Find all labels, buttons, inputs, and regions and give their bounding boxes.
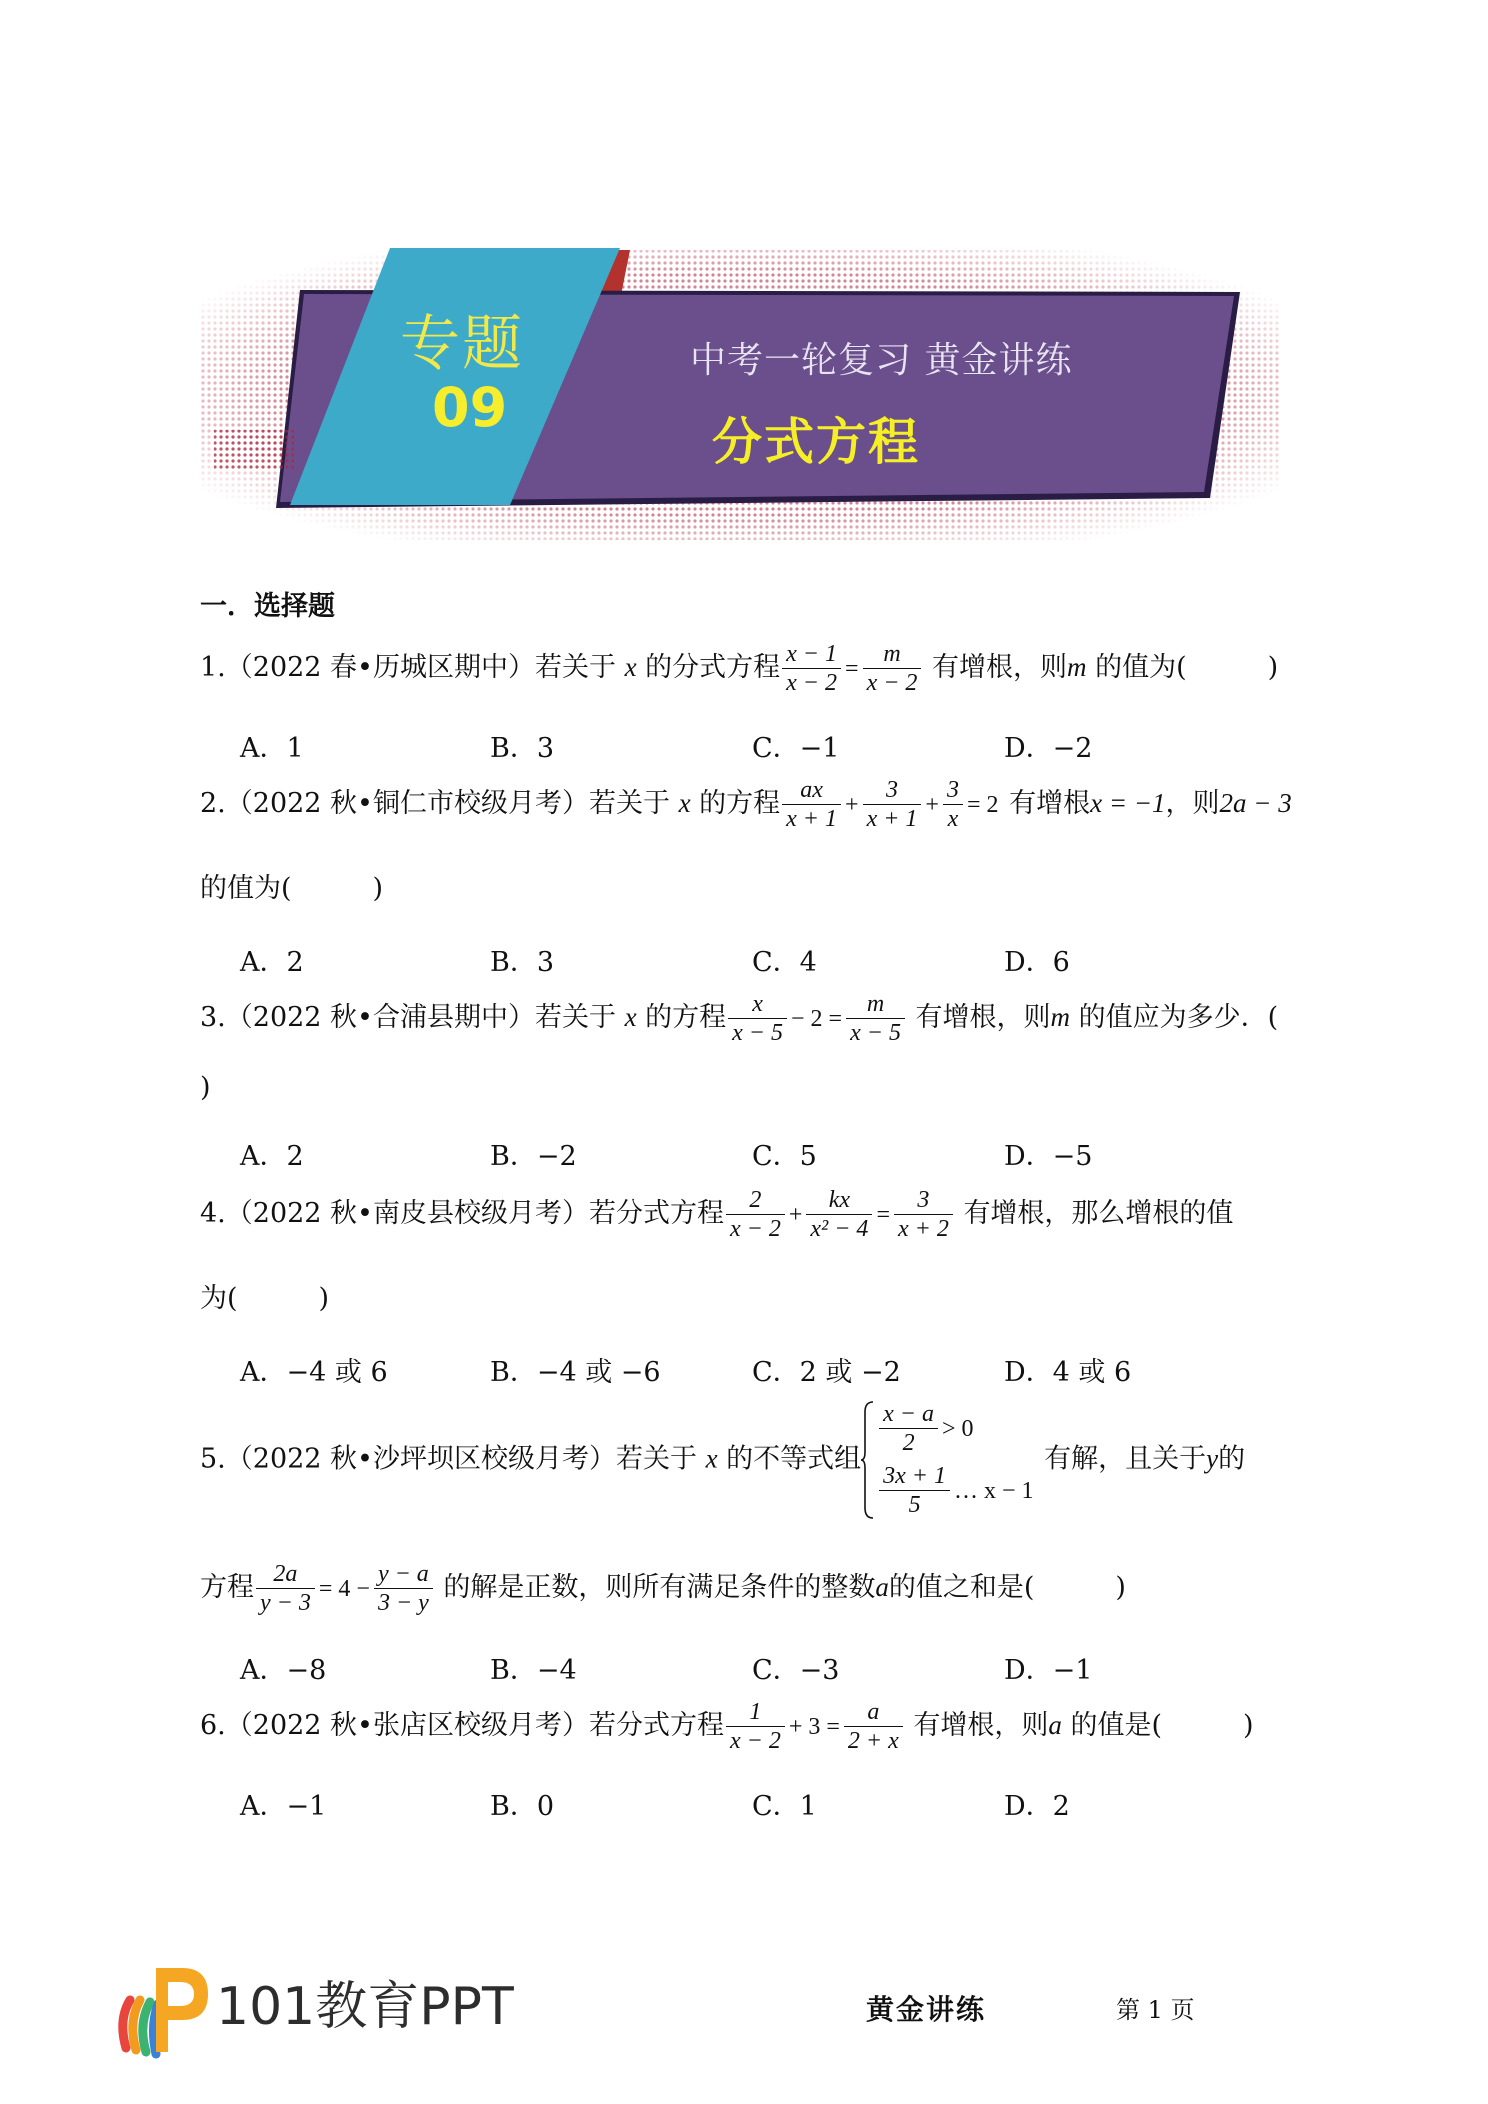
q5-var: x — [705, 1443, 718, 1474]
q3-fraction-2 — [846, 990, 905, 1047]
question-6 — [200, 1698, 1254, 1755]
q2-option-a: A．2 — [240, 947, 304, 978]
q2-option-c: C．4 — [752, 947, 817, 978]
q6-mid: + 3 = — [788, 1714, 840, 1740]
q4-stem-c: 有增根，那么增根的值 — [963, 1198, 1234, 1229]
q5-f2-den: 3 − y — [377, 1590, 429, 1616]
q6-stem-a: 6.（2022 秋•张店区校级月考）若分式方程 — [200, 1710, 724, 1741]
logo-icon — [112, 1960, 212, 2060]
q1-option-a: A．1 — [240, 733, 304, 764]
q5-sys-fraction-1 — [879, 1400, 938, 1457]
q5-stem-c: 有解，且关于 — [1044, 1443, 1207, 1475]
q5-f1-num: 2a — [256, 1560, 315, 1589]
q5-mid: = 4 − — [318, 1576, 370, 1602]
q4-f2-den: x² − 4 — [810, 1216, 869, 1242]
q2-option-d: D．6 — [1004, 947, 1070, 978]
title-banner — [200, 230, 1280, 550]
q5-var2: y — [1206, 1443, 1219, 1474]
q2-fraction-1 — [782, 776, 841, 833]
q3-line2: ) — [200, 1072, 211, 1103]
q6-f1-num: 1 — [726, 1698, 785, 1727]
q1-option-d: D．−2 — [1004, 733, 1093, 764]
q4-f3-num: 3 — [894, 1186, 953, 1215]
q4-fraction-1 — [726, 1186, 785, 1243]
q1-f2-den: x − 2 — [866, 670, 918, 696]
question-1: 1.（2022 春•历城区期中）若关于 x 的分式方程 $\frac{x - 1}{x - 2}$ = $\frac{m}{x - 2}$ 有增根，则m 的值为( ) — [200, 641, 1279, 696]
q5-line2-a: 方程 — [200, 1572, 254, 1603]
q3-mid: − 2 = — [791, 1006, 843, 1032]
q5-option-a: A．−8 — [240, 1655, 327, 1686]
q2-stem-b: 的方程 — [699, 788, 781, 819]
q1-stem-b: 的分式方程 — [645, 652, 781, 683]
q4-f1-num: 2 — [726, 1186, 785, 1215]
q2-f2-den: x + 1 — [866, 806, 918, 832]
q1-f1-num: x − 1 — [782, 640, 841, 669]
q5-inequality-system — [861, 1400, 1035, 1520]
q2-f1-num: ax — [782, 776, 841, 805]
q5-stem-b: 的不等式组 — [726, 1443, 862, 1475]
banner-label-number: 09 — [432, 376, 508, 439]
q3-f2-num: m — [846, 990, 905, 1019]
q4-f2-num: kx — [806, 1186, 872, 1215]
q3-stem-c: 有增根，则 — [915, 1002, 1051, 1033]
q1-option-b: B．3 — [490, 733, 555, 764]
q5-s1-num: x − a — [879, 1400, 938, 1429]
q2-fraction-2 — [863, 776, 922, 833]
q6-fraction-2 — [844, 1698, 903, 1755]
q6-f2-num: a — [844, 1698, 903, 1727]
q5-line2 — [200, 1560, 1126, 1617]
q5-stem-a: 5.（2022 秋•沙坪坝区校级月考）若关于 — [200, 1443, 697, 1475]
q3-stem-b: 的方程 — [645, 1002, 727, 1033]
q5-s2-den: 5 — [908, 1492, 921, 1518]
q1-var2: m — [1067, 652, 1087, 682]
q2-f1-den: x + 1 — [786, 806, 838, 832]
q2-f2-num: 3 — [863, 776, 922, 805]
q5-line2-c: 的值之和是( ) — [888, 1572, 1126, 1603]
q3-var2: m — [1050, 1002, 1071, 1032]
q2-f3-num: 3 — [943, 776, 963, 805]
q6-stem-d: 的值是( ) — [1070, 1710, 1254, 1741]
q5-fraction-2 — [374, 1560, 433, 1617]
q3-option-b: B．−2 — [490, 1141, 577, 1172]
q4-line2: 为( ) — [200, 1283, 330, 1314]
q6-var2: a — [1048, 1710, 1062, 1740]
q3-fraction-1 — [728, 990, 787, 1047]
q1-stem-c: 有增根，则 — [932, 652, 1068, 683]
q6-option-c: C．1 — [752, 1791, 817, 1822]
q1-stem-d: 的值为( ) — [1095, 652, 1279, 683]
q2-fraction-3 — [943, 776, 963, 833]
q5-fraction-1 — [256, 1560, 315, 1617]
section-heading: 一．选择题 — [200, 591, 335, 622]
q2-line2: 的值为( ) — [200, 873, 384, 904]
banner-subtitle: 中考一轮复习 黄金讲练 — [690, 340, 1073, 381]
logo-text: 101教育PPT — [216, 1977, 514, 2037]
q1-fraction-left — [782, 640, 841, 697]
q4-option-d: D．4 或 6 — [1004, 1357, 1132, 1388]
q4-option-a: A．−4 或 6 — [240, 1357, 388, 1388]
q4-fraction-2 — [806, 1186, 872, 1243]
question-2: 2.（2022 秋•铜仁市校级月考）若关于 x 的方程 $\frac{ax}{x + 1}$ + $\frac{3}{x + 1}$ + $\frac{3}{x}$ = 2 有增根x = −1，则2a − 3 — [200, 777, 1292, 832]
q5-s2-rel: … x − 1 — [954, 1478, 1034, 1504]
banner-label-top: 专题 — [400, 309, 524, 379]
q3-option-d: D．−5 — [1004, 1141, 1093, 1172]
q5-option-c: C．−3 — [752, 1655, 840, 1686]
question-5 — [200, 1400, 1245, 1520]
q4-f1-den: x − 2 — [729, 1216, 781, 1242]
q3-f1-den: x − 5 — [732, 1020, 784, 1046]
q1-var: x — [624, 652, 637, 682]
q3-stem-d: 的值应为多少．( — [1078, 1002, 1279, 1033]
question-4: 4.（2022 秋•南皮县校级月考）若分式方程 $\frac{2}{x - 2}$ + $\frac{kx}{\text{x² − 4}}$ = $\frac{3}{x + 2}$ 有增根，那么增根的值 — [200, 1187, 1234, 1242]
q5-f1-den: y − 3 — [260, 1590, 311, 1616]
q4-option-c: C．2 或 −2 — [752, 1357, 901, 1388]
q2-var: x — [678, 788, 691, 818]
q2-stem-a: 2.（2022 秋•铜仁市校级月考）若关于 — [200, 788, 670, 819]
q3-option-c: C．5 — [752, 1141, 817, 1172]
q4-stem-a: 4.（2022 秋•南皮县校级月考）若分式方程 — [200, 1198, 724, 1229]
q5-s1-den: 2 — [902, 1430, 915, 1456]
q2-rhs: = 2 — [966, 792, 999, 818]
q6-option-b: B．0 — [490, 1791, 555, 1822]
q2-option-b: B．3 — [490, 947, 555, 978]
q5-sys-fraction-2 — [879, 1462, 950, 1519]
q3-stem-a: 3.（2022 秋•合浦县期中）若关于 — [200, 1002, 616, 1033]
q3-option-a: A．2 — [240, 1141, 304, 1172]
question-3 — [200, 990, 1278, 1047]
q2-f3-den: x — [947, 806, 959, 832]
banner-title: 分式方程 — [712, 413, 920, 471]
q3-f1-num: x — [728, 990, 787, 1019]
q6-f2-den: 2 + x — [847, 1728, 899, 1754]
q1-option-c: C．−1 — [752, 733, 840, 764]
q5-option-d: D．−1 — [1004, 1655, 1093, 1686]
q4-option-b: B．−4 或 −6 — [490, 1357, 661, 1388]
q5-line2-b: 的解是正数，则所有满足条件的整数 — [443, 1572, 876, 1603]
q6-fraction-1 — [726, 1698, 785, 1755]
q6-stem-c: 有增根，则 — [913, 1710, 1049, 1741]
q4-f3-den: x + 2 — [897, 1216, 949, 1242]
q5-option-b: B．−4 — [490, 1655, 577, 1686]
q5-f2-num: y − a — [374, 1560, 433, 1589]
footer-center-text: 黄金讲练 — [866, 1993, 987, 2026]
q6-option-a: A．−1 — [240, 1791, 327, 1822]
q2-stem-d: ，则 — [1165, 788, 1220, 819]
q5-s1-rel: > 0 — [942, 1416, 974, 1442]
q2-expression: 2a − 3 — [1219, 788, 1292, 818]
q3-var: x — [624, 1002, 637, 1032]
q4-fraction-3 — [894, 1186, 953, 1243]
q1-stem-a: 1.（2022 春•历城区期中）若关于 — [200, 652, 616, 683]
q5-var3: a — [875, 1572, 889, 1602]
q1-fraction-right — [863, 640, 922, 697]
page-number: 第 1 页 — [1116, 1996, 1195, 2024]
q5-stem-d: 的 — [1218, 1443, 1246, 1475]
q2-condition: x = −1 — [1090, 788, 1166, 818]
q1-f1-den: x − 2 — [786, 670, 838, 696]
q1-f2-num: m — [863, 640, 922, 669]
q3-f2-den: x − 5 — [850, 1020, 901, 1046]
q2-stem-c: 有增根 — [1009, 788, 1091, 819]
q5-s2-num: 3x + 1 — [879, 1462, 950, 1491]
q6-f1-den: x − 2 — [729, 1728, 781, 1754]
q6-option-d: D．2 — [1004, 1791, 1070, 1822]
